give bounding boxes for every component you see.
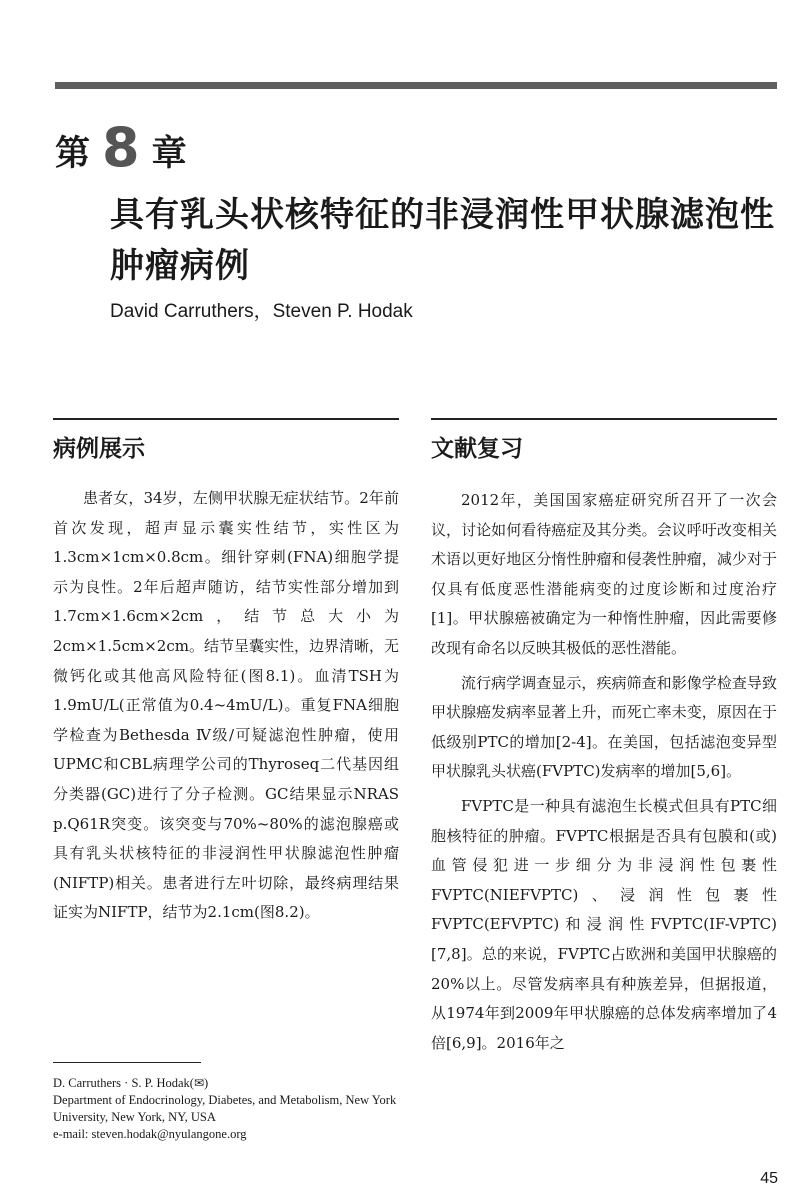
chapter-authors: David Carruthers，Steven P. Hodak [110, 301, 413, 322]
author-footnote [53, 1062, 399, 1143]
right-column [431, 418, 777, 1058]
chapter-label-suffix: 章 [151, 134, 187, 174]
left-column-rule [53, 418, 399, 420]
section-heading-case: 病例展示 [53, 436, 145, 462]
section-heading-review: 文献复习 [431, 436, 523, 462]
footnote-rule [53, 1062, 201, 1063]
case-paragraph: 患者女，34岁，左侧甲状腺无症状结节。2年前首次发现，超声显示囊实性结节，实性区为1.3cm×1cm×0.8cm。细针穿刺(FNA)细胞学提示为良性。2年后超声随访，结节实性部分增加到1.7cm×1.6cm×2cm，结节总大小为2cm×1.5cm×2cm。结节呈囊实性，边界清晰，无微钙化或其他高风险特征(图8.1)。血清TSH为1.9mU/L(正常值为0.4~4mU/L)。重复FNA细胞学检查为Bethesda Ⅳ级/可疑滤泡性肿瘤，使用UPMC和CBL病理学公司的Thyroseq二代基因组分类器(GC)进行了分子检测。GC结果显示NRAS p.Q61R突变。该突变与70%~80%的滤泡腺癌或具有乳头状核特征的非浸润性甲状腺滤泡性肿瘤(NIFTP)相关。患者进行左叶切除，最终病理结果证实为NIFTP，结节为2.1cm(图8.2)。 [53, 489, 399, 922]
footnote-authors-end: ) [204, 1076, 209, 1090]
footnote-affiliation: Department of Endocrinology, Diabetes, and Metabolism, New York University, New York, NY, USA [53, 1093, 397, 1124]
chapter-label-prefix: 第 [55, 134, 91, 174]
footnote-authors-text: D. Carruthers · S. P. Hodak( [53, 1076, 194, 1090]
envelope-icon: ✉ [193, 1076, 205, 1090]
left-column [53, 418, 399, 928]
chapter-label [55, 116, 187, 179]
chapter-title: 具有乳头状核特征的非浸润性甲状腺滤泡性肿瘤病例 [110, 195, 775, 286]
review-paragraph-2: 流行病学调查显示，疾病筛查和影像学检查导致甲状腺癌发病率显著上升，而死亡率未变，原因在于低级别PTC的增加[2-4]。在美国，包括滤泡变异型甲状腺乳头状癌(FVPTC)发病率的增加[5,6]。 [431, 673, 777, 781]
review-body [431, 486, 777, 1058]
right-column-rule [431, 418, 777, 420]
review-paragraph-3: FVPTC是一种具有滤泡生长模式但具有PTC细胞核特征的肿瘤。FVPTC根据是否具有包膜和(或)血管侵犯进一步细分为非浸润性包裹性FVPTC(NIEFVPTC)、浸润性包裹性FVPTC(EFVPTC)和浸润性FVPTC(IF-VPTC)[7,8]。总的来说，FVPTC占欧洲和美国甲状腺癌的20%以上。尽管发病率具有种族差异，但据报道，从1974年到2009年甲状腺癌的总体发病率增加了4倍[6,9]。2016年之 [431, 796, 777, 1052]
footnote-email: e-mail: steven.hodak@nyulangone.org [53, 1127, 247, 1141]
page-number: 45 [760, 1170, 778, 1187]
footnote-authors [53, 1075, 399, 1092]
chapter-number: 8 [102, 116, 140, 179]
review-paragraph-1: 2012年，美国国家癌症研究所召开了一次会议，讨论如何看待癌症及其分类。会议呼吁改变相关术语以更好地区分惰性肿瘤和侵袭性肿瘤，减少对于仅具有低度恶性潜能病变的过度诊断和过度治疗[1]。甲状腺癌被确定为一种惰性肿瘤，因此需要修改现有命名以反映其极低的恶性潜能。 [431, 491, 777, 657]
case-body [53, 484, 399, 928]
top-rule [55, 82, 777, 89]
